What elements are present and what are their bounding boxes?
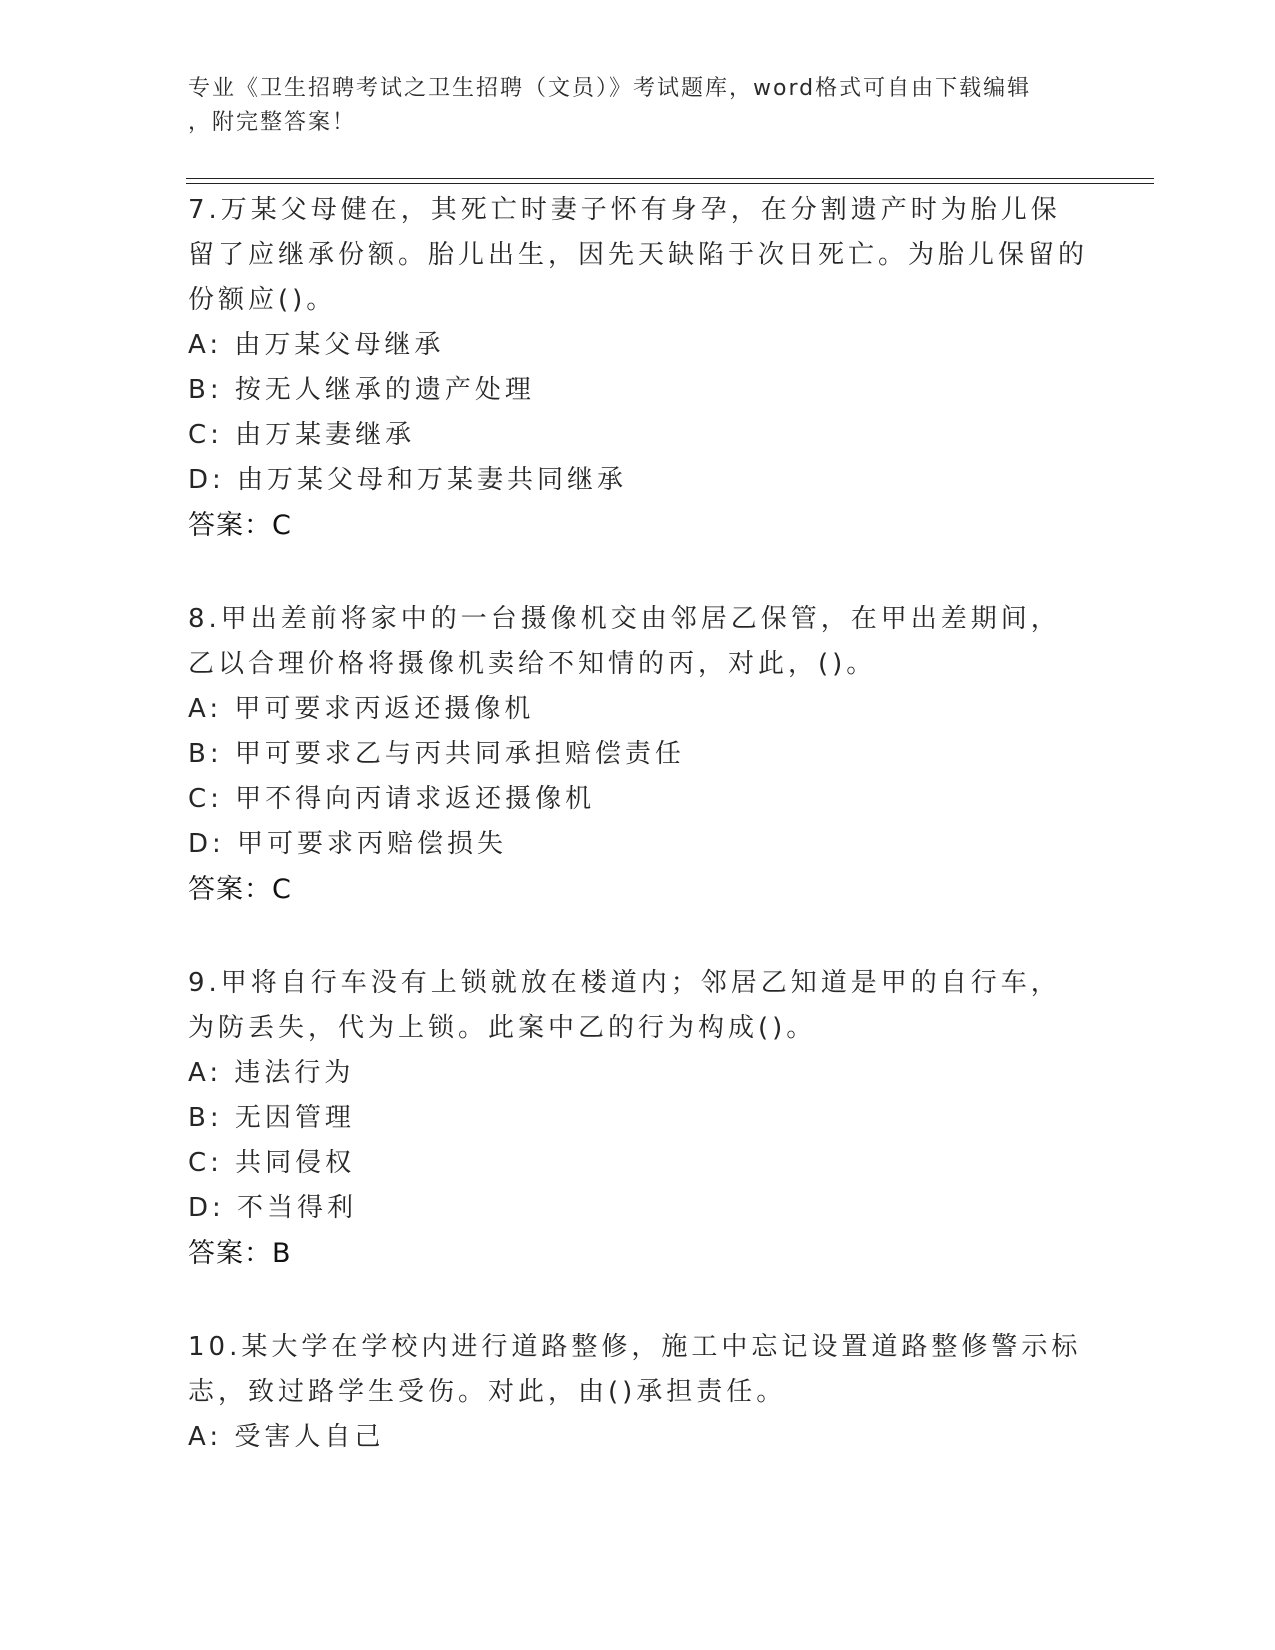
- question-stem: 8.甲出差前将家中的一台摄像机交由邻居乙保管，在甲出差期间，乙以合理价格将摄像机卖给不知情的丙，对此，()。: [188, 604, 1061, 679]
- header-line-1: 专业《卫生招聘考试之卫生招聘（文员）》考试题库，word格式可自由下载编辑: [188, 76, 1032, 101]
- question-7: [188, 188, 1088, 549]
- option-d: D: 甲可要求丙赔偿损失: [188, 829, 508, 859]
- question-stem: 7.万某父母健在，其死亡时妻子怀有身孕，在分割遗产时为胎儿保留了应继承份额。胎儿出生，因先天缺陷于次日死亡。为胎儿保留的份额应()。: [188, 195, 1089, 315]
- document-header: [188, 72, 1068, 140]
- option-c: C: 由万某妻继承: [188, 420, 416, 450]
- option-a: A: 违法行为: [188, 1058, 355, 1088]
- header-divider-bottom: [186, 183, 1154, 184]
- option-c: C: 共同侵权: [188, 1148, 356, 1178]
- option-c: C: 甲不得向丙请求返还摄像机: [188, 784, 596, 814]
- header-divider-top: [186, 178, 1154, 179]
- question-stem: 10.某大学在学校内进行道路整修，施工中忘记设置道路整修警示标志，致过路学生受伤。对此，由()承担责任。: [188, 1332, 1082, 1407]
- answer-line: 答案：B: [188, 1238, 292, 1269]
- question-8: [188, 597, 1088, 913]
- question-stem: 9.甲将自行车没有上锁就放在楼道内；邻居乙知道是甲的自行车，为防丢失，代为上锁。此案中乙的行为构成()。: [188, 968, 1061, 1043]
- question-9: [188, 961, 1088, 1277]
- header-line-2: ，附完整答案！: [188, 110, 357, 135]
- option-a: A: 甲可要求丙返还摄像机: [188, 694, 535, 724]
- option-d: D: 由万某父母和万某妻共同继承: [188, 465, 628, 495]
- answer-line: 答案：C: [188, 510, 292, 541]
- answer-line: 答案：C: [188, 874, 292, 905]
- option-d: D: 不当得利: [188, 1193, 358, 1223]
- question-10: [188, 1325, 1088, 1460]
- option-a: A: 由万某父母继承: [188, 330, 445, 360]
- question-list: [188, 188, 1088, 1508]
- option-b: B: 无因管理: [188, 1103, 355, 1133]
- option-a: A: 受害人自己: [188, 1422, 385, 1452]
- option-b: B: 按无人继承的遗产处理: [188, 375, 535, 405]
- option-b: B: 甲可要求乙与丙共同承担赔偿责任: [188, 739, 685, 769]
